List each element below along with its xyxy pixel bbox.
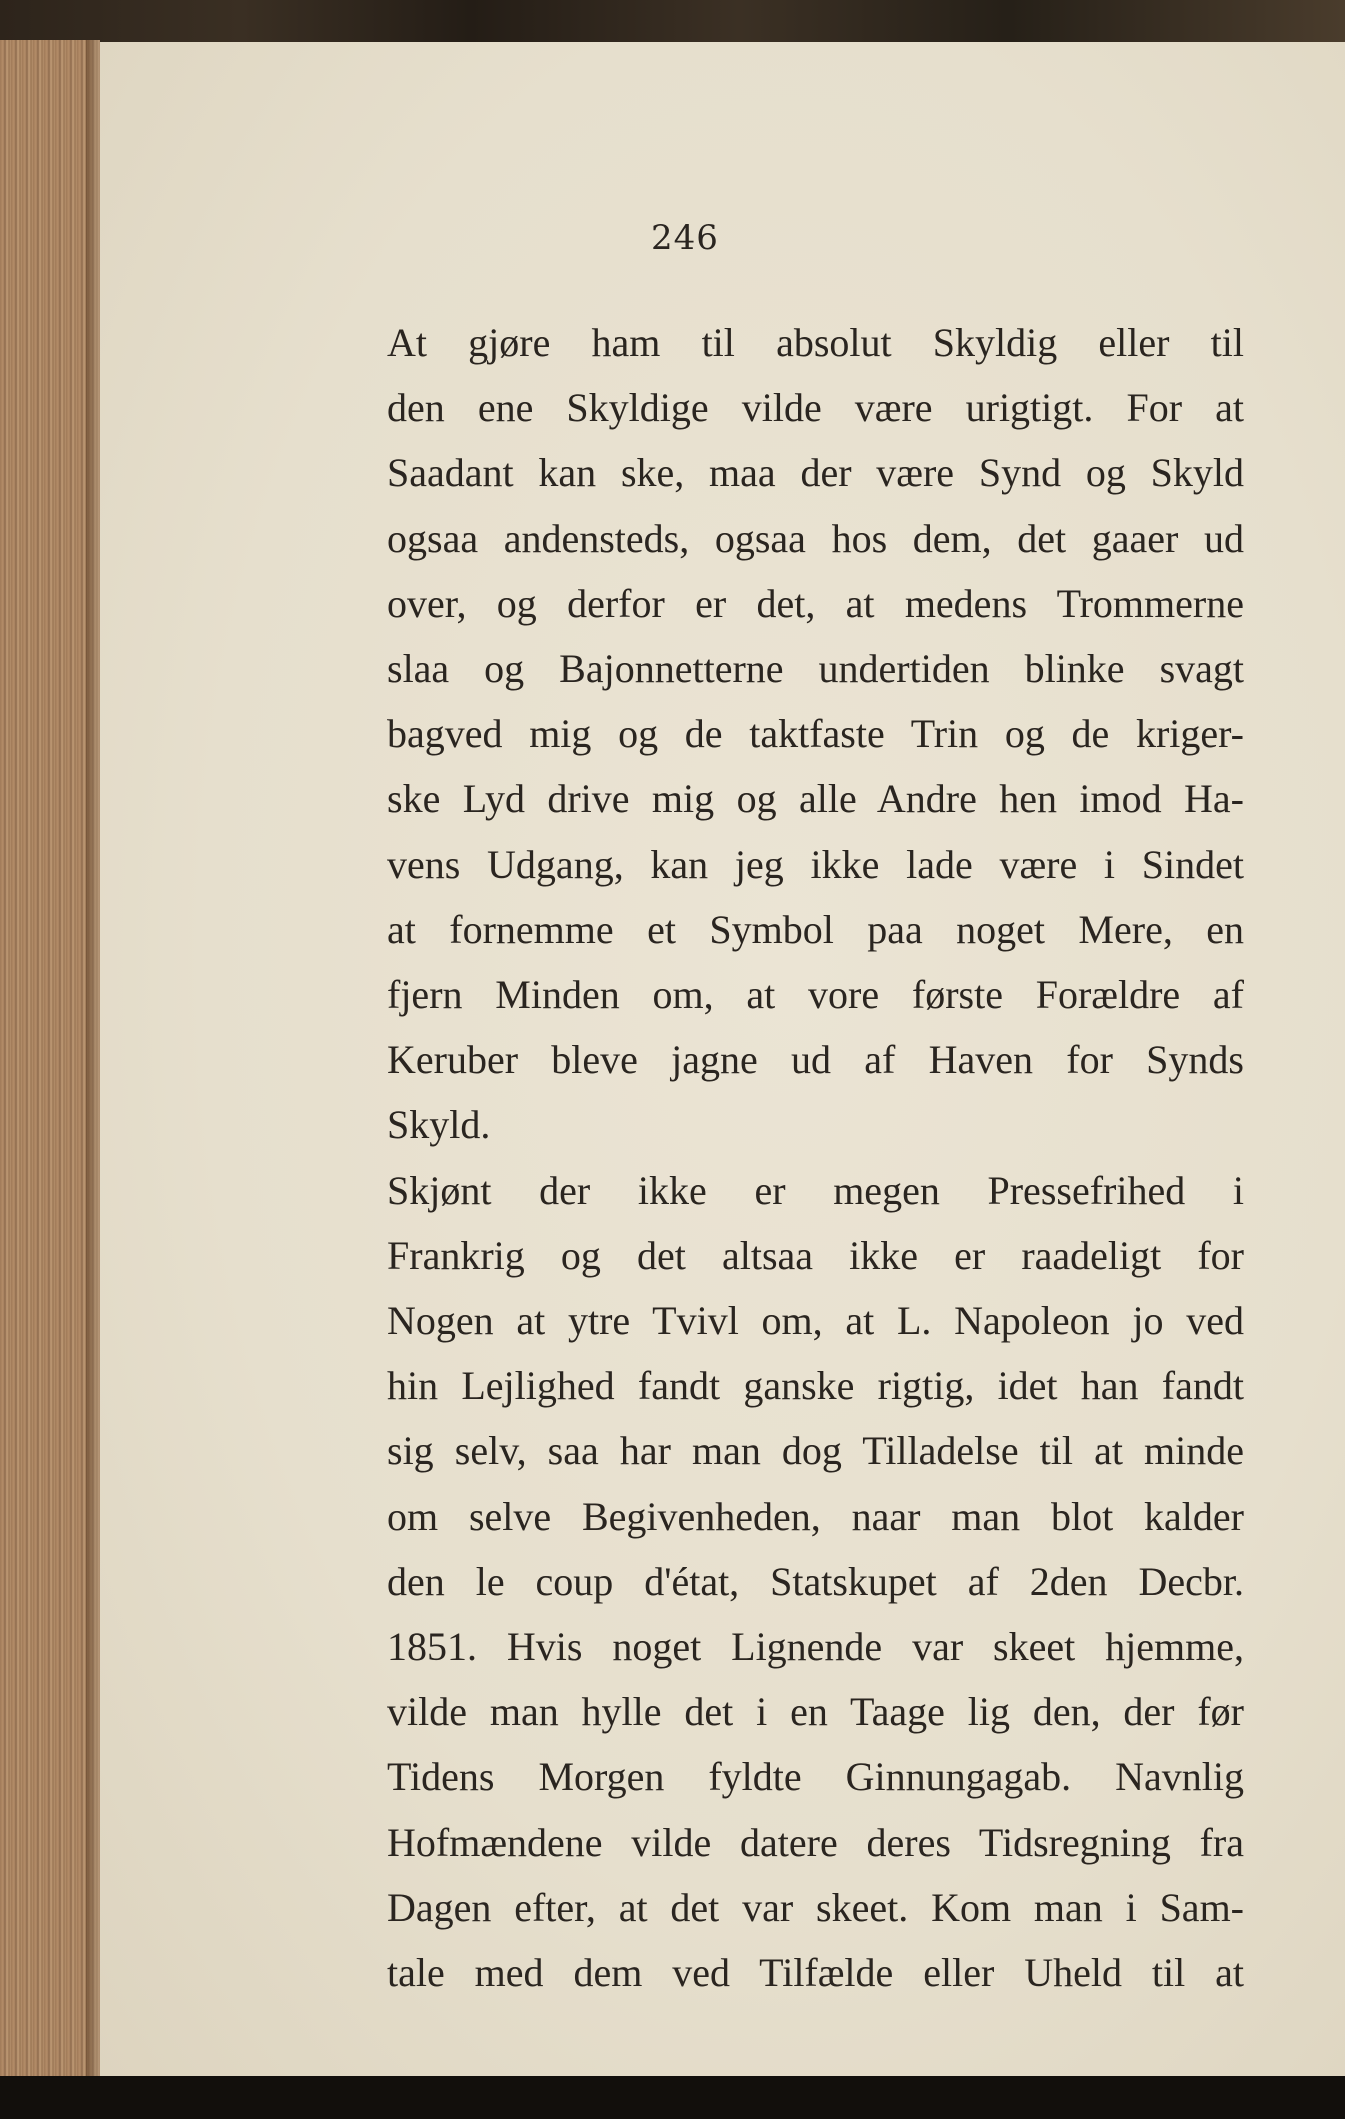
text-line: Nogen at ytre Tvivl om, at L. Napoleon jo ved — [387, 1298, 1244, 1344]
page-stack-edge — [0, 40, 100, 2080]
page-number-text: 246 — [651, 218, 719, 258]
text-line: ske Lyd drive mig og alle Andre hen imod Ha- — [387, 776, 1244, 822]
text-line: om selve Begivenheden, naar man blot kalder — [387, 1493, 1244, 1539]
text-line: den ene Skyldige vilde være urigtigt. For at — [387, 385, 1244, 431]
text-line: Tidens Morgen fyldte Ginnungagab. Navnlig — [387, 1754, 1244, 1800]
body-text — [307, 310, 1244, 2005]
text-line: at fornemme et Symbol paa noget Mere, en — [387, 906, 1244, 952]
page-number — [0, 218, 1300, 258]
text-line: At gjøre ham til absolut Skyldig eller til — [387, 320, 1244, 365]
paragraph-2 — [307, 1158, 1244, 2006]
text-line: Skjønt der ikke er megen Pressefrihed i — [387, 1167, 1244, 1213]
text-line: vens Udgang, kan jeg ikke lade være i Sindet — [387, 841, 1244, 887]
text-line: ogsaa andensteds, ogsaa hos dem, det gaaer ud — [387, 515, 1244, 561]
book-top-edge — [0, 0, 1345, 48]
text-line: fjern Minden om, at vore første Forældre af — [387, 972, 1244, 1018]
text-line: Hofmændene vilde datere deres Tidsregning fra — [387, 1819, 1244, 1865]
paragraph-1 — [307, 310, 1244, 1158]
text-line: tale med dem ved Tilfælde eller Uheld til at — [387, 1950, 1244, 1996]
text-line: Keruber bleve jagne ud af Haven for Synds — [387, 1037, 1244, 1083]
text-line: Frankrig og det altsaa ikke er raadeligt for — [387, 1232, 1244, 1278]
text-line: den le coup d'état, Statskupet af 2den Decbr. — [387, 1558, 1244, 1604]
text-line: Skyld. — [387, 1102, 491, 1148]
text-line: 1851. Hvis noget Lignende var skeet hjemme, — [387, 1624, 1244, 1670]
text-line: bagved mig og de taktfaste Trin og de kriger- — [387, 711, 1244, 757]
text-line: Dagen efter, at det var skeet. Kom man i Sam- — [387, 1884, 1244, 1930]
text-line: sig selv, saa har man dog Tilladelse til at minde — [387, 1428, 1244, 1474]
text-line: slaa og Bajonnetterne undertiden blinke svagt — [387, 646, 1244, 692]
text-line: over, og derfor er det, at medens Trommerne — [387, 580, 1244, 626]
text-line: hin Lejlighed fandt ganske rigtig, idet han fandt — [387, 1363, 1244, 1409]
text-line: Saadant kan ske, maa der være Synd og Skyld — [387, 450, 1244, 496]
text-line: vilde man hylle det i en Taage lig den, der før — [387, 1689, 1244, 1735]
book-bottom-edge — [0, 2076, 1345, 2119]
